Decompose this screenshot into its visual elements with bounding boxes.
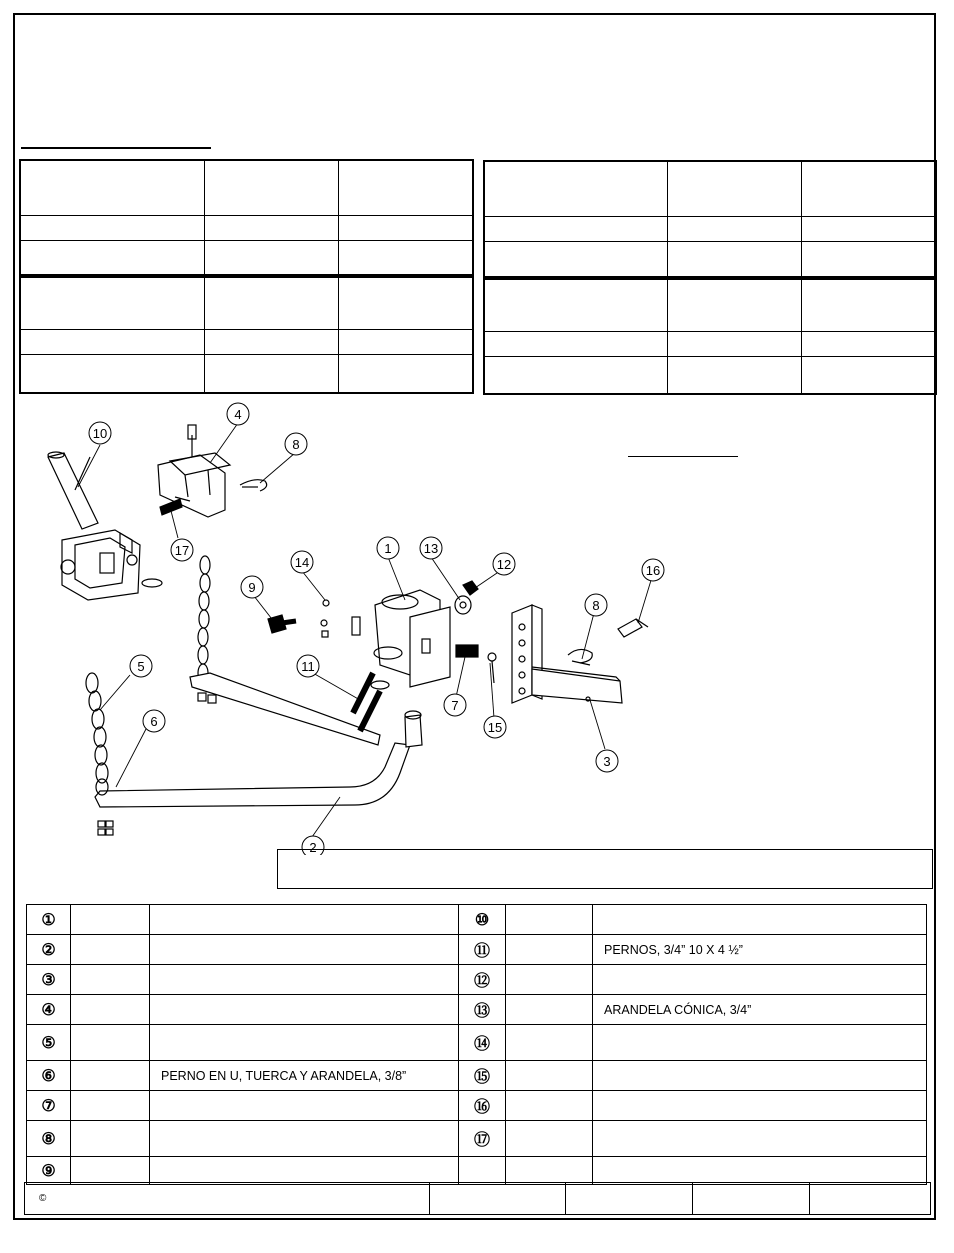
part-description: [593, 1061, 927, 1091]
note-box: [277, 849, 933, 889]
callout-1: [377, 537, 399, 559]
callout-4: [227, 403, 249, 425]
callout-9: [241, 576, 263, 598]
section-underline-left: [21, 147, 211, 149]
part-description: [593, 1121, 927, 1157]
part-description: [593, 965, 927, 995]
part-number: ⑥: [27, 1061, 71, 1091]
svg-text:13: 13: [423, 541, 439, 556]
part-description: [593, 1157, 927, 1185]
callout-6: [143, 710, 165, 732]
part-number: ⑦: [27, 1091, 71, 1121]
copyright-cell: ©: [25, 1183, 430, 1215]
callout-8-top: [285, 433, 307, 455]
svg-text:12: 12: [496, 557, 512, 572]
spec-table-left-bottom-border: [19, 276, 474, 394]
part-number: ⑨: [27, 1157, 71, 1185]
table-row: [27, 1091, 927, 1121]
svg-text:5: 5: [137, 659, 145, 674]
callout-15: [484, 716, 506, 738]
part-description: [150, 1025, 459, 1061]
part-number: ⑧: [27, 1121, 71, 1157]
part-description: ARANDELA CÓNICA, 3/4”: [593, 995, 927, 1025]
part-number: ②: [27, 935, 71, 965]
spec-table-right-top-border: [483, 160, 937, 278]
part-description: [150, 1121, 459, 1157]
part-6-hardware: [98, 821, 113, 835]
callout-3: [596, 750, 618, 772]
callout-13: [420, 537, 442, 559]
spring-bar-upper: [190, 673, 380, 745]
svg-text:7: 7: [451, 698, 459, 713]
table-row: [27, 1061, 927, 1091]
svg-text:8: 8: [292, 437, 300, 452]
table-row: [27, 1025, 927, 1061]
svg-text:14: 14: [294, 555, 310, 570]
part-description: [150, 935, 459, 965]
table-row: [27, 935, 927, 965]
part-number: ⑰: [459, 1121, 506, 1157]
part-number: ⑬: [459, 995, 506, 1025]
part-14-pins: [321, 600, 329, 637]
svg-text:11: 11: [301, 659, 315, 674]
part-description: [150, 995, 459, 1025]
table-row: [27, 995, 927, 1025]
part-description: [150, 905, 459, 935]
part-number: ①: [27, 905, 71, 935]
exploded-parts-diagram: [20, 395, 670, 855]
part-3-shank: [512, 605, 622, 703]
callout-12: [493, 553, 515, 575]
svg-text:6: 6: [150, 714, 158, 729]
part-number: ⑪: [459, 935, 506, 965]
part-description: [150, 1091, 459, 1121]
part-13-washer: [455, 596, 471, 614]
callout-17: [171, 539, 193, 561]
callout-7: [444, 694, 466, 716]
table-row: [27, 965, 927, 995]
footer-table: [24, 1182, 931, 1215]
part-number: ⑫: [459, 965, 506, 995]
table-row: [27, 1157, 927, 1185]
svg-text:15: 15: [487, 720, 503, 735]
part-8-pin-right: [568, 649, 592, 665]
callout-16: [642, 559, 664, 581]
svg-text:4: 4: [234, 407, 242, 422]
part-number: ⑩: [459, 905, 506, 935]
part-description: [150, 1157, 459, 1185]
part-number: ⑭: [459, 1025, 506, 1061]
part-5-chain: [86, 673, 108, 795]
part-15-screw: [488, 653, 496, 683]
part-1-head: [352, 590, 450, 689]
svg-text:17: 17: [174, 543, 190, 558]
table-row: [27, 905, 927, 935]
parts-list-table: [26, 904, 927, 1185]
svg-text:8: 8: [592, 598, 600, 613]
part-description: [593, 905, 927, 935]
part-8-pin-top: [240, 480, 267, 491]
svg-text:1: 1: [384, 541, 392, 556]
svg-text:3: 3: [603, 754, 611, 769]
part-12-nut: [463, 581, 478, 595]
spec-table-right-bottom-border: [483, 278, 937, 395]
part-7-spring: [456, 645, 478, 657]
part-number: ③: [27, 965, 71, 995]
part-number: ⑯: [459, 1091, 506, 1121]
part-number: ⑮: [459, 1061, 506, 1091]
tool-bracket: [61, 530, 162, 600]
part-description: [150, 965, 459, 995]
chain-vertical: [198, 556, 210, 682]
callout-10: [89, 422, 111, 444]
part-number: ④: [27, 995, 71, 1025]
part-number: [459, 1157, 506, 1185]
svg-text:16: 16: [645, 563, 661, 578]
part-9-bolt: [268, 615, 296, 633]
callout-14: [291, 551, 313, 573]
callout-11: [297, 655, 319, 677]
spec-table-left-top-border: [19, 159, 474, 276]
part-description: PERNOS, 3/4” 10 X 4 ½”: [593, 935, 927, 965]
part-number: ⑤: [27, 1025, 71, 1061]
part-description: [593, 1091, 927, 1121]
callout-5: [130, 655, 152, 677]
part-description: PERNO EN U, TUERCA Y ARANDELA, 3/8”: [150, 1061, 459, 1091]
svg-text:2: 2: [309, 840, 317, 855]
part-16-pin: [618, 619, 648, 637]
callout-8-right: [585, 594, 607, 616]
table-row: [27, 1121, 927, 1157]
part-description: [593, 1025, 927, 1061]
svg-text:9: 9: [248, 580, 256, 595]
svg-text:10: 10: [92, 426, 108, 441]
